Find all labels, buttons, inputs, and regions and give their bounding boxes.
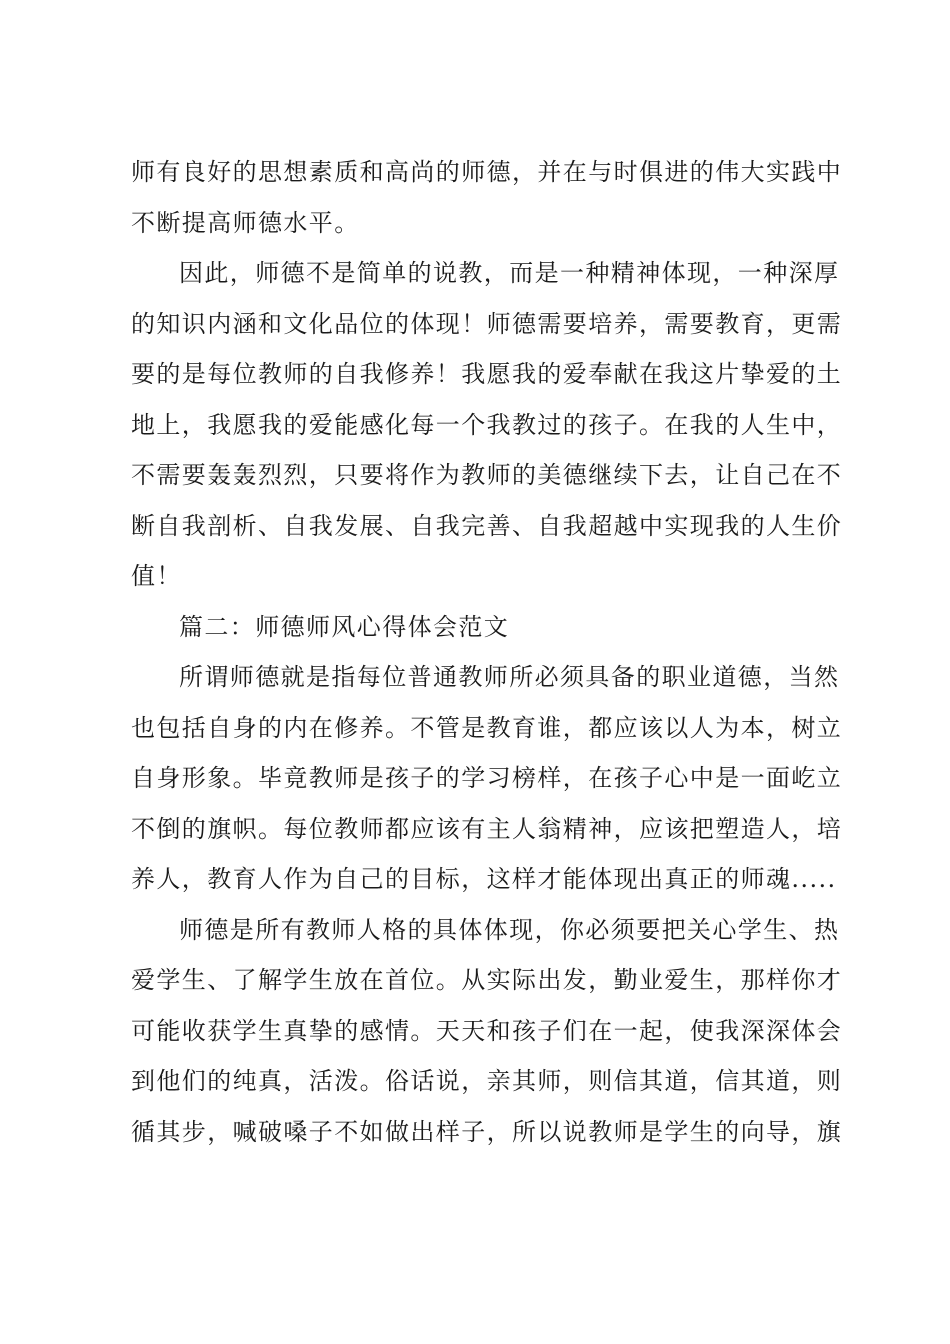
text-line: 的知识内涵和文化品位的体现！师德需要培养，需要教育，更需 [131,309,843,338]
section-heading: 篇二：师德师风心得体会范文 [179,612,510,641]
text-line: 可能收获学生真挚的感情。天天和孩子们在一起，使我深深体会 [131,1016,843,1045]
text-line: 要的是每位教师的自我修养！我愿我的爱奉献在我这片挚爱的土 [131,360,843,388]
text-line: 因此，师德不是简单的说教，而是一种精神体现，一种深厚 [179,259,840,287]
text-line: 循其步，喊破嗓子不如做出样子，所以说教师是学生的向导，旗 [131,1117,843,1146]
text-line: 值！ [131,562,182,590]
text-line: 地上，我愿我的爱能感化每一个我教过的孩子。在我的人生中， [131,410,843,439]
text-line: 到他们的纯真，活泼。俗话说，亲其师，则信其道，信其道，则 [131,1067,843,1095]
text-line: 爱学生、了解学生放在首位。从实际出发，勤业爱生，那样你才 [131,966,843,994]
text-line: 不需要轰轰烈烈，只要将作为教师的美德继续下去，让自己在不 [131,461,843,489]
text-line: 断自我剖析、自我发展、自我完善、自我超越中实现我的人生价 [131,511,843,540]
text-line: 不倒的旗帜。每位教师都应该有主人翁精神，应该把塑造人，培 [131,814,843,843]
text-line: 也包括自身的内在修养。不管是教育谁，都应该以人为本，树立 [131,713,843,742]
text-line: 师有良好的思想素质和高尚的师德，并在与时俱进的伟大实践中 [131,158,843,186]
text-line: 师德是所有教师人格的具体体现，你必须要把关心学生、热 [179,915,840,944]
document-body [131,147,843,1157]
text-line: 所谓师德就是指每位普通教师所必须具备的职业道德，当然 [179,663,840,691]
text-line: 不断提高师德水平。 [131,208,360,237]
text-line: 养人，教育人作为自己的目标，这样才能体现出真正的师魂..... [131,865,837,893]
text-line: 自身形象。毕竟教师是孩子的学习榜样，在孩子心中是一面屹立 [131,764,843,792]
